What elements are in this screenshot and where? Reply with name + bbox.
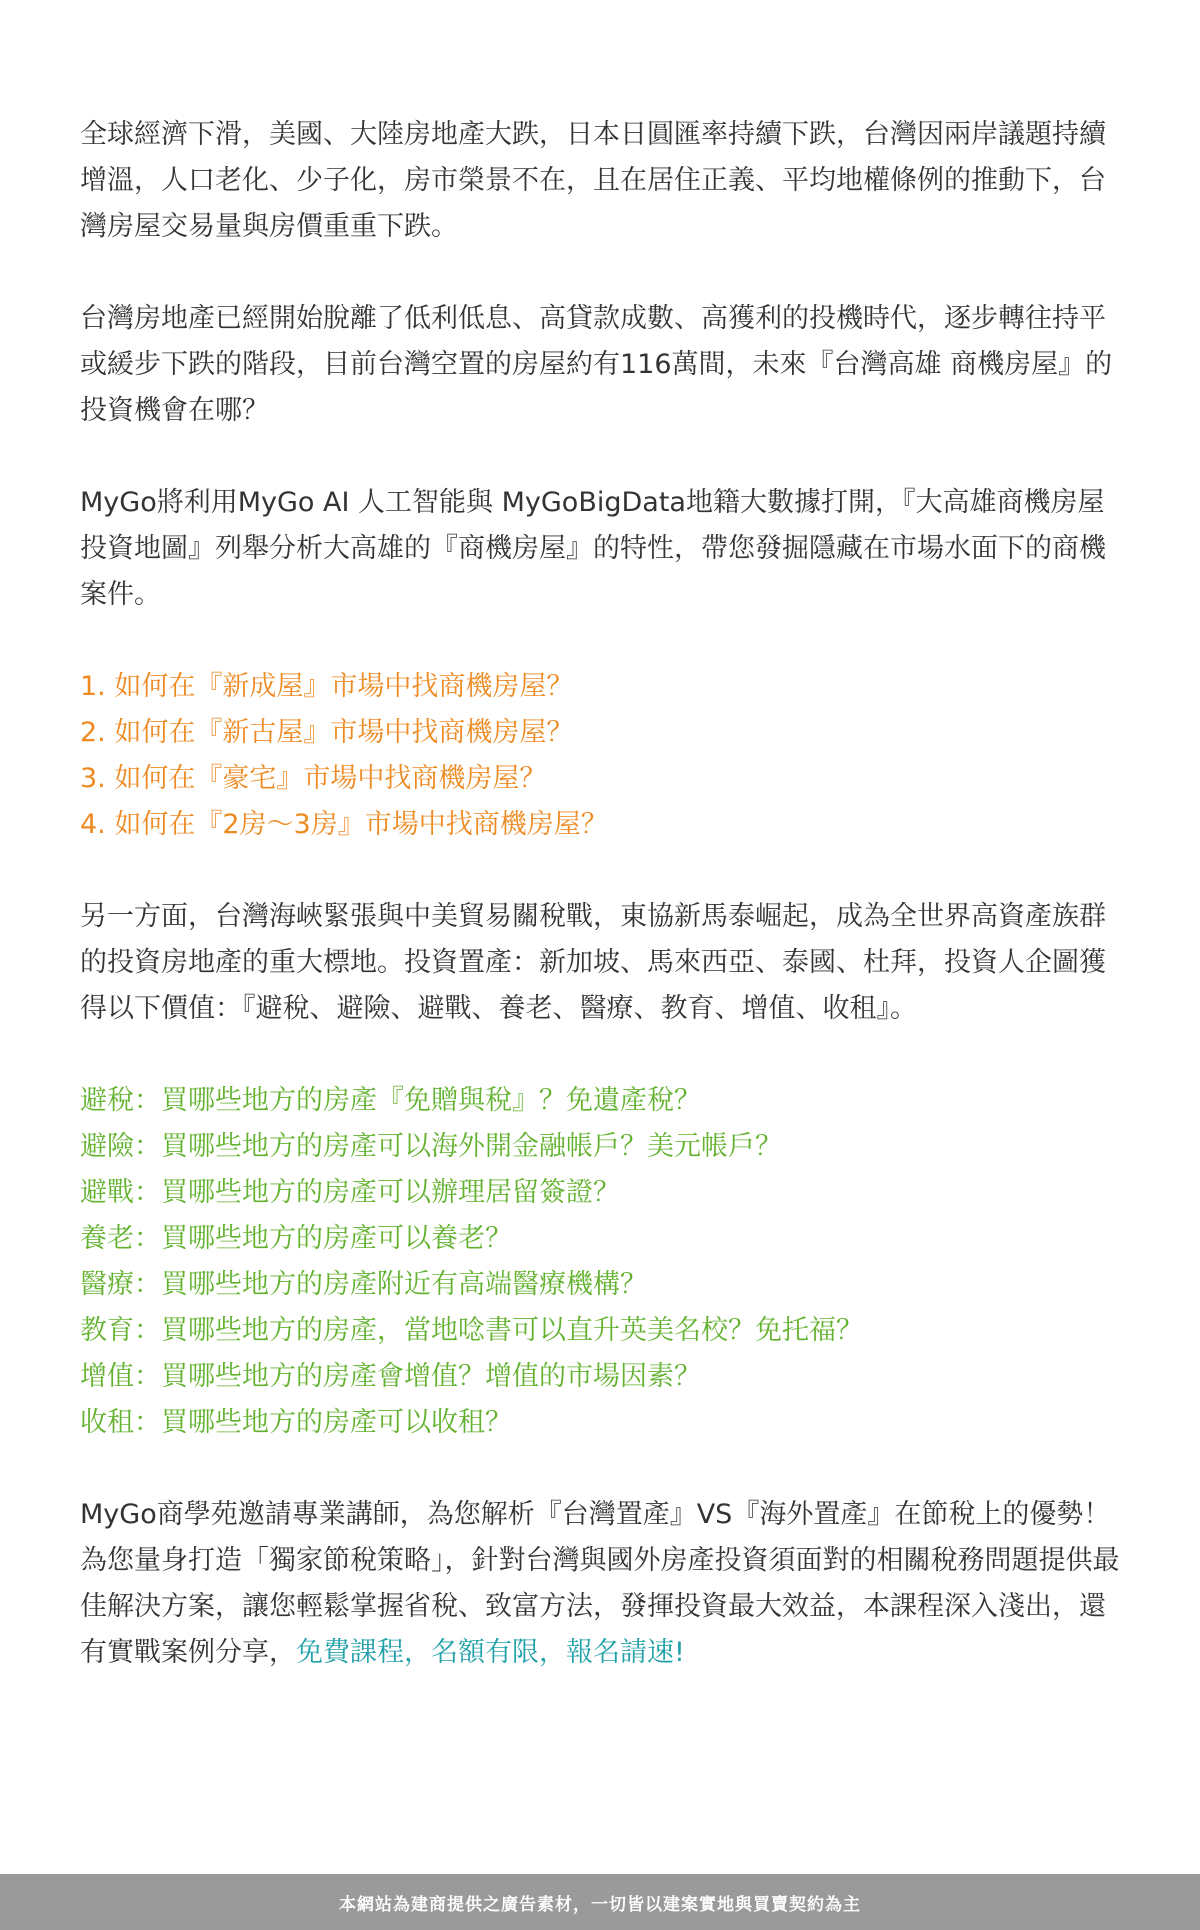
- question-item: 4. 如何在『2房～3房』市場中找商機房屋？: [80, 809, 608, 840]
- value-item: 教育：買哪些地方的房產，當地唸書可以直升英美名校？免托福？: [80, 1315, 863, 1346]
- footer-disclaimer: 本網站為建商提供之廣告素材，一切皆以建案實地與買賣契約為主: [339, 1894, 861, 1915]
- course-text: MyGo商學苑邀請專業講師，為您解析『台灣置產』VS『海外置產』在節稅上的優勢！為您量身打造「獨家節稅策略」，針對台灣與國外房產投資須面對的相關稅務問題提供最佳解決方案，讓您輕鬆掌握省稅、致富方法，發揮投資最大效益，本課程深入淺出，還有實戰案例分享，: [80, 1499, 1120, 1668]
- question-item: 2. 如何在『新古屋』市場中找商機房屋？: [80, 717, 574, 748]
- overseas-paragraph: 另一方面，台灣海峽緊張與中美貿易關稅戰，東協新馬泰崛起，成為全世界高資產族群的投資房地產的重大標地。投資置產：新加坡、馬來西亞、泰國、杜拜，投資人企圖獲得以下價值：『避稅、避險、避戰、養老、醫療、教育、增值、收租』。: [80, 901, 1106, 1024]
- intro-paragraph: 全球經濟下滑，美國、大陸房地產大跌，日本日圓匯率持續下跌，台灣因兩岸議題持續增溫，人口老化、少子化，房市榮景不在，且在居住正義、平均地權條例的推動下，台灣房屋交易量與房價重重下跌。: [80, 119, 1106, 242]
- course-paragraph: [80, 1492, 1130, 1676]
- value-item: 避戰：買哪些地方的房產可以辦理居留簽證？: [80, 1177, 620, 1208]
- value-item: 收租：買哪些地方的房產可以收租？: [80, 1407, 512, 1438]
- footer-bar: [0, 1874, 1200, 1930]
- value-item: 增值：買哪些地方的房產會增值？增值的市場因素？: [80, 1361, 701, 1392]
- value-item: 避稅：買哪些地方的房產『免贈與稅』？免遺產稅？: [80, 1085, 701, 1116]
- mygo-ai-paragraph: MyGo將利用MyGo AI 人工智能與 MyGoBigData地籍大數據打開，『大高雄商機房屋投資地圖』列舉分析大高雄的『商機房屋』的特性，帶您發掘隱藏在市場水面下的商機案件。: [80, 487, 1106, 610]
- article-body: [80, 112, 1130, 1722]
- market-paragraph: 台灣房地產已經開始脫離了低利低息、高貸款成數、高獲利的投機時代，逐步轉往持平或緩步下跌的階段，目前台灣空置的房屋約有116萬間，未來『台灣高雄 商機房屋』的投資機會在哪？: [80, 303, 1113, 426]
- free-course-highlight: 免費課程，名額有限，報名請速!: [296, 1637, 685, 1668]
- question-item: 1. 如何在『新成屋』市場中找商機房屋？: [80, 671, 574, 702]
- value-item: 養老：買哪些地方的房產可以養老？: [80, 1223, 512, 1254]
- question-item: 3. 如何在『豪宅』市場中找商機房屋？: [80, 763, 547, 794]
- value-item: 避險：買哪些地方的房產可以海外開金融帳戶？美元帳戶？: [80, 1131, 782, 1162]
- value-list: [80, 1078, 1130, 1446]
- value-item: 醫療：買哪些地方的房產附近有高端醫療機構？: [80, 1269, 647, 1300]
- question-list: [80, 664, 1130, 848]
